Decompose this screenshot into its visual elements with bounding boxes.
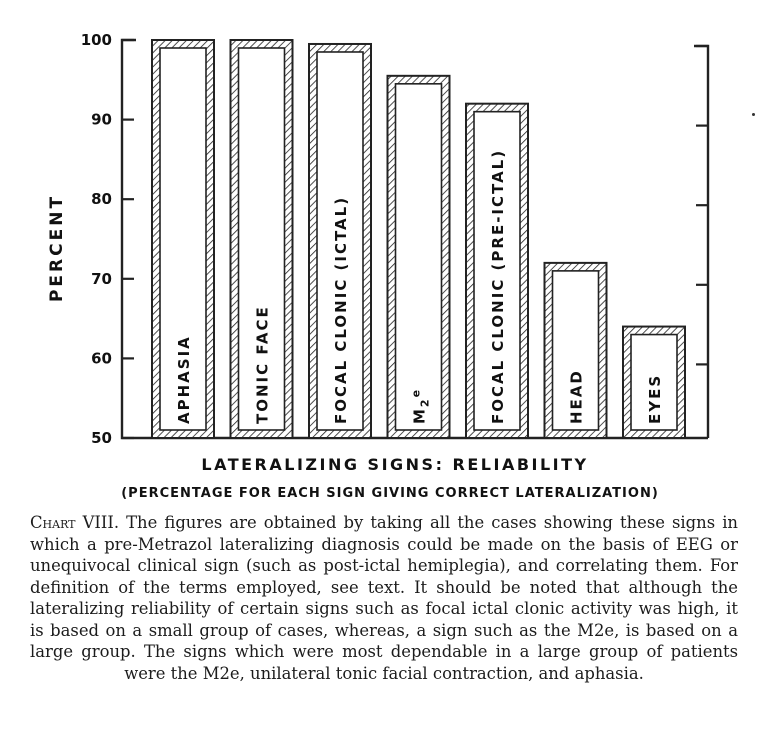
y-tick-label: 70 [91, 269, 112, 288]
bar [231, 40, 293, 438]
chart-title: LATERALIZING SIGNS: RELIABILITY [201, 455, 589, 474]
bar-label: $M_2^e$ [409, 387, 432, 424]
figure-caption [30, 512, 738, 684]
bar [623, 327, 685, 438]
bar [466, 104, 528, 438]
bar-label: APHASIA [175, 335, 193, 424]
y-tick-label: 100 [80, 31, 112, 49]
bar-label: EYES [646, 373, 664, 424]
caption-text: The figures are obtained by taking all the cases showing these signs in which a pre-Metrazol lateralizing diagnosis could be made on the basis of EEG or unequivocal clinical sign (such as post-ictal hemiplegia), and correlating them. For definition of the terms employed, see text. It should be noted that although the lateralizing reliability of certain signs such as focal ictal clonic activity was high, it is based on a small group of cases, whereas, a sign such as the M2e, is based on a large group. The signs which were most dependable in a large group of patients were the M2e, unilateral tonic facial contraction, and aphasia. [30, 513, 738, 683]
y-tick-label: 50 [91, 429, 112, 447]
bar-label: HEAD [567, 369, 586, 424]
y-tick-label: 60 [91, 349, 112, 368]
y-tick-label: 90 [91, 110, 112, 129]
bar-label: FOCAL CLONIC (PRE-ICTAL) [489, 148, 507, 424]
caption-label: Chart VIII. [30, 513, 120, 532]
y-tick-label: 80 [91, 190, 112, 209]
chart-subtitle: (PERCENTAGE FOR EACH SIGN GIVING CORRECT LATERALIZATION) [121, 486, 659, 501]
bar-label: TONIC FACE [253, 305, 272, 424]
bar [152, 40, 214, 438]
bar [309, 44, 371, 438]
bar-label: FOCAL CLONIC (ICTAL) [332, 195, 350, 424]
chart-bars [152, 40, 685, 438]
right-axis-line [694, 46, 708, 438]
bar [545, 263, 607, 438]
bar-inner-panel [396, 84, 442, 430]
bar [388, 76, 450, 438]
y-axis-label: PERCENT [47, 193, 67, 303]
scan-speck [752, 113, 755, 116]
